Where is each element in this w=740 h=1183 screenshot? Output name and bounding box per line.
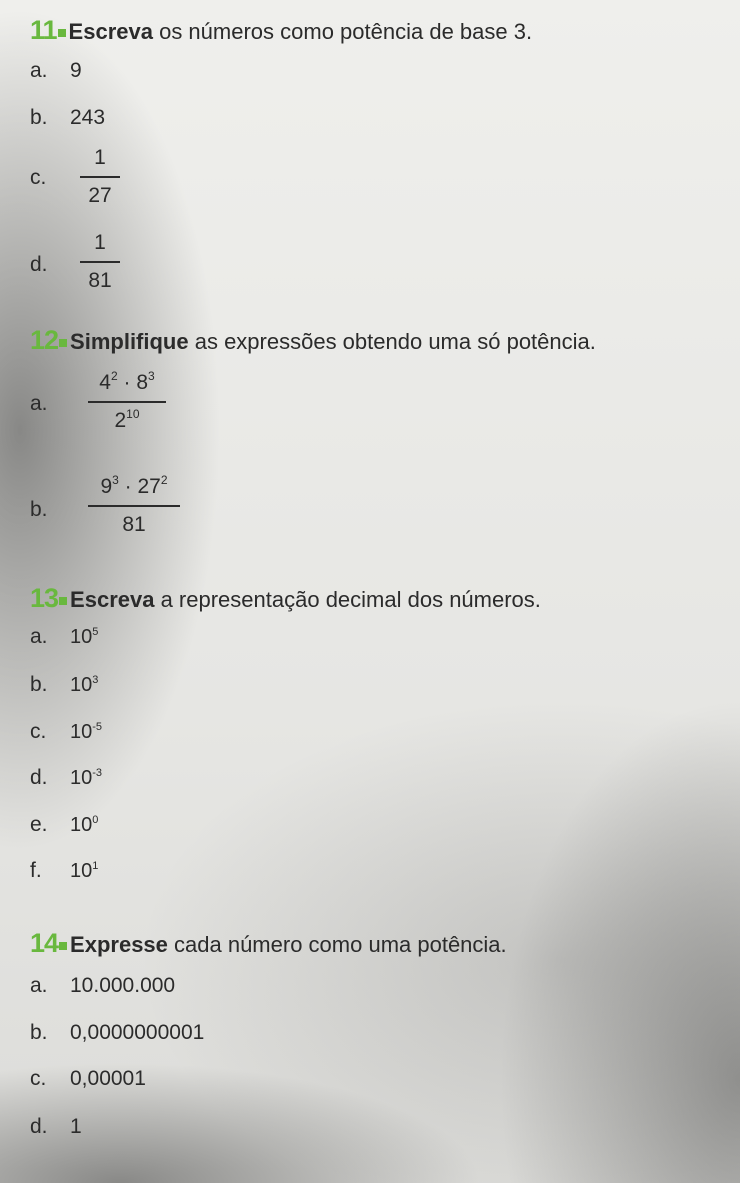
q14-item-c	[30, 1067, 146, 1091]
q13-item-b	[30, 673, 98, 697]
q12-item-b	[30, 498, 70, 522]
multiply-dot: ·	[123, 371, 131, 394]
exponent: 3	[112, 473, 119, 487]
exponent: 10	[126, 407, 140, 421]
fraction-denominator: 81	[122, 513, 146, 536]
base: 27	[137, 475, 161, 498]
base: 10	[70, 721, 93, 743]
exponent: 3	[92, 674, 99, 686]
item-letter: e.	[30, 813, 48, 836]
fraction-denominator: 81	[88, 269, 112, 292]
item-letter: f.	[30, 859, 42, 882]
base: 10	[70, 767, 93, 789]
question-14-keyword: Expresse	[70, 932, 168, 957]
item-letter: a.	[30, 974, 48, 997]
question-13-keyword: Escreva	[70, 587, 155, 612]
power-expression	[70, 721, 102, 743]
item-letter: a.	[30, 392, 48, 415]
q13-item-a	[30, 625, 98, 649]
exponent: 2	[110, 369, 118, 383]
exponent: -5	[92, 721, 103, 733]
base: 8	[136, 371, 149, 394]
item-value: 243	[70, 106, 106, 129]
power-expression	[70, 626, 98, 648]
item-letter: a.	[30, 625, 48, 648]
q11-item-c	[30, 166, 70, 190]
power-expression	[70, 860, 98, 882]
item-letter: d.	[30, 766, 48, 789]
question-11-text: os números como potência de base 3.	[152, 19, 533, 44]
item-letter: b.	[30, 673, 48, 696]
item-letter: c.	[30, 720, 47, 743]
base: 9	[100, 475, 113, 498]
power-expression	[70, 814, 98, 836]
question-14-text: cada número como uma potência.	[167, 932, 507, 957]
fraction-numerator: 1	[94, 231, 106, 254]
item-value: 10.000.000	[70, 974, 176, 997]
question-13-number: 13	[30, 583, 59, 613]
power-expression	[70, 674, 98, 696]
item-letter: c.	[30, 1067, 47, 1090]
q11-item-a	[30, 59, 82, 83]
q13-item-f	[30, 859, 98, 883]
power-expression	[70, 767, 102, 789]
base: 2	[114, 409, 127, 432]
exponent: 5	[92, 626, 99, 638]
question-11-heading	[30, 15, 532, 46]
question-12-text: as expressões obtendo uma só potência.	[188, 329, 596, 354]
fraction-numerator	[88, 370, 166, 396]
q11-fraction-d	[80, 230, 120, 294]
q14-item-b	[30, 1021, 204, 1045]
fraction-bar	[80, 176, 120, 178]
fraction-numerator: 1	[94, 146, 106, 169]
base: 4	[99, 371, 111, 394]
exponent: -3	[92, 767, 103, 779]
base: 10	[70, 814, 93, 836]
question-marker-square	[58, 29, 66, 37]
item-letter: b.	[30, 1021, 48, 1044]
question-12-heading	[30, 325, 596, 356]
fraction-bar	[80, 261, 120, 263]
question-14-number: 14	[30, 928, 59, 958]
exponent: 1	[92, 860, 99, 872]
base: 10	[70, 674, 93, 696]
q12-item-a	[30, 392, 70, 416]
question-13-text: a representação decimal dos números.	[154, 587, 541, 612]
item-letter: d.	[30, 1115, 48, 1138]
question-marker-square	[59, 597, 67, 605]
item-value: 0,00001	[70, 1067, 146, 1090]
fraction-denominator: 27	[88, 184, 112, 207]
item-letter: a.	[30, 59, 48, 82]
item-letter: b.	[30, 106, 48, 129]
item-letter: d.	[30, 253, 48, 276]
item-value: 1	[70, 1115, 82, 1138]
item-letter: b.	[30, 498, 48, 521]
question-11-number: 11	[30, 15, 57, 45]
fraction-denominator	[88, 408, 166, 434]
exponent: 2	[160, 473, 168, 487]
q12-fraction-b	[88, 474, 180, 538]
q11-item-d	[30, 253, 70, 277]
base: 10	[70, 626, 93, 648]
item-letter: c.	[30, 166, 47, 189]
q13-item-d	[30, 766, 102, 790]
q13-item-c	[30, 720, 102, 744]
fraction-bar	[88, 505, 180, 507]
question-13-heading	[30, 583, 541, 614]
question-11-keyword: Escreva	[68, 19, 153, 44]
exponent: 3	[148, 369, 155, 383]
exponent: 0	[92, 814, 99, 826]
fraction-bar	[88, 401, 166, 403]
base: 10	[70, 860, 93, 882]
q11-item-b	[30, 106, 105, 130]
q12-fraction-a	[88, 370, 166, 434]
q11-fraction-c	[80, 145, 120, 209]
item-value: 9	[70, 59, 82, 82]
multiply-dot: ·	[124, 475, 132, 498]
question-12-keyword: Simplifique	[70, 329, 189, 354]
q14-item-d	[30, 1115, 82, 1139]
q13-item-e	[30, 813, 98, 837]
question-marker-square	[59, 942, 67, 950]
item-value: 0,0000000001	[70, 1021, 205, 1044]
fraction-numerator	[88, 474, 180, 500]
question-14-heading	[30, 928, 507, 959]
q14-item-a	[30, 974, 175, 998]
question-marker-square	[59, 339, 67, 347]
question-12-number: 12	[30, 325, 59, 355]
